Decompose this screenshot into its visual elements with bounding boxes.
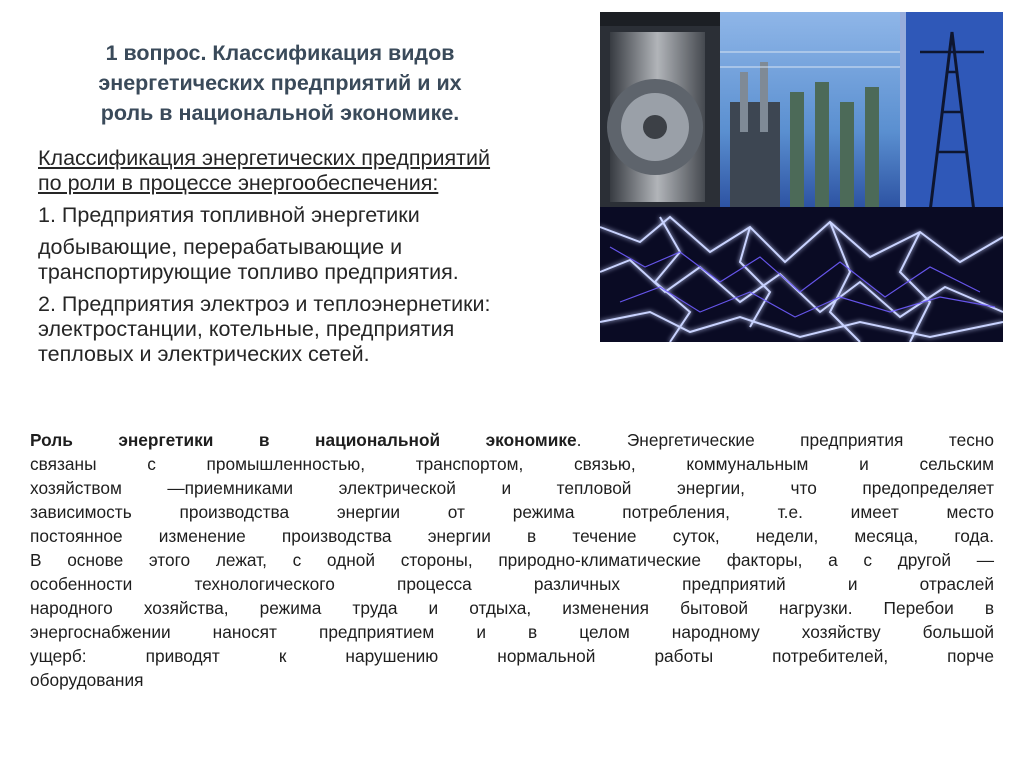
item-1-desc-line-1: добывающие, перерабатывающие и — [38, 235, 403, 259]
role-line-0 — [30, 428, 994, 452]
title-line-3: роль в национальной экономике. — [100, 101, 460, 125]
classification-heading-line-1: Классификация энергетических предприятий — [38, 146, 491, 170]
role-line-6: особенности технологического процесса различных предприятий и отраслей — [30, 574, 994, 594]
role-paragraph — [30, 428, 994, 692]
role-line-8: энергоснабжении наносят предприятием и в целом народному хозяйству большой — [30, 622, 994, 642]
title-line-1: 1 вопрос. Классификация видов — [105, 41, 455, 65]
slide-title — [40, 38, 520, 128]
classification-heading-line-2: по роли в процессе энергообеспечения: — [38, 171, 439, 195]
role-line-9: ущерб: приводят к нарушению нормальной работы потребителей, порче — [30, 646, 994, 666]
role-line-2: хозяйством —приемниками электрической и тепловой энергии, что предопределяет — [30, 478, 994, 498]
title-line-2: энергетических предприятий и их — [98, 71, 462, 95]
role-line-3: зависимость производства энергии от режима потребления, т.е. имеет место — [30, 502, 994, 522]
role-line-10: оборудования — [30, 670, 144, 690]
energy-photo — [600, 12, 1003, 342]
item-1-title: 1. Предприятия топливной энергетики — [38, 203, 420, 227]
energy-photo-illustration — [600, 12, 1003, 342]
item-1-desc-line-2: транспортирующие топливо предприятия. — [38, 260, 459, 284]
role-lead-tail: . Энергетические предприятия тесно — [576, 430, 994, 450]
item-2-desc-line-2: тепловых и электрических сетей. — [38, 342, 370, 366]
role-line-7: народного хозяйства, режима труда и отдыха, изменения бытовой нагрузки. Перебои в — [30, 598, 994, 618]
role-line-4: постоянное изменение производства энергии в течение суток, недели, месяца, года. — [30, 526, 994, 546]
classification-block — [38, 146, 598, 367]
role-bold-lead: Роль энергетики в национальной экономике — [30, 430, 577, 450]
item-2-desc-line-1: электростанции, котельные, предприятия — [38, 317, 455, 341]
role-line-1: связаны с промышленностью, транспортом, связью, коммунальным и сельским — [30, 454, 994, 474]
role-line-5: В основе этого лежат, с одной стороны, природно-климатические факторы, а с другой — — [30, 550, 994, 570]
item-2-title: 2. Предприятия электроэ и теплоэнернетики: — [38, 292, 491, 316]
